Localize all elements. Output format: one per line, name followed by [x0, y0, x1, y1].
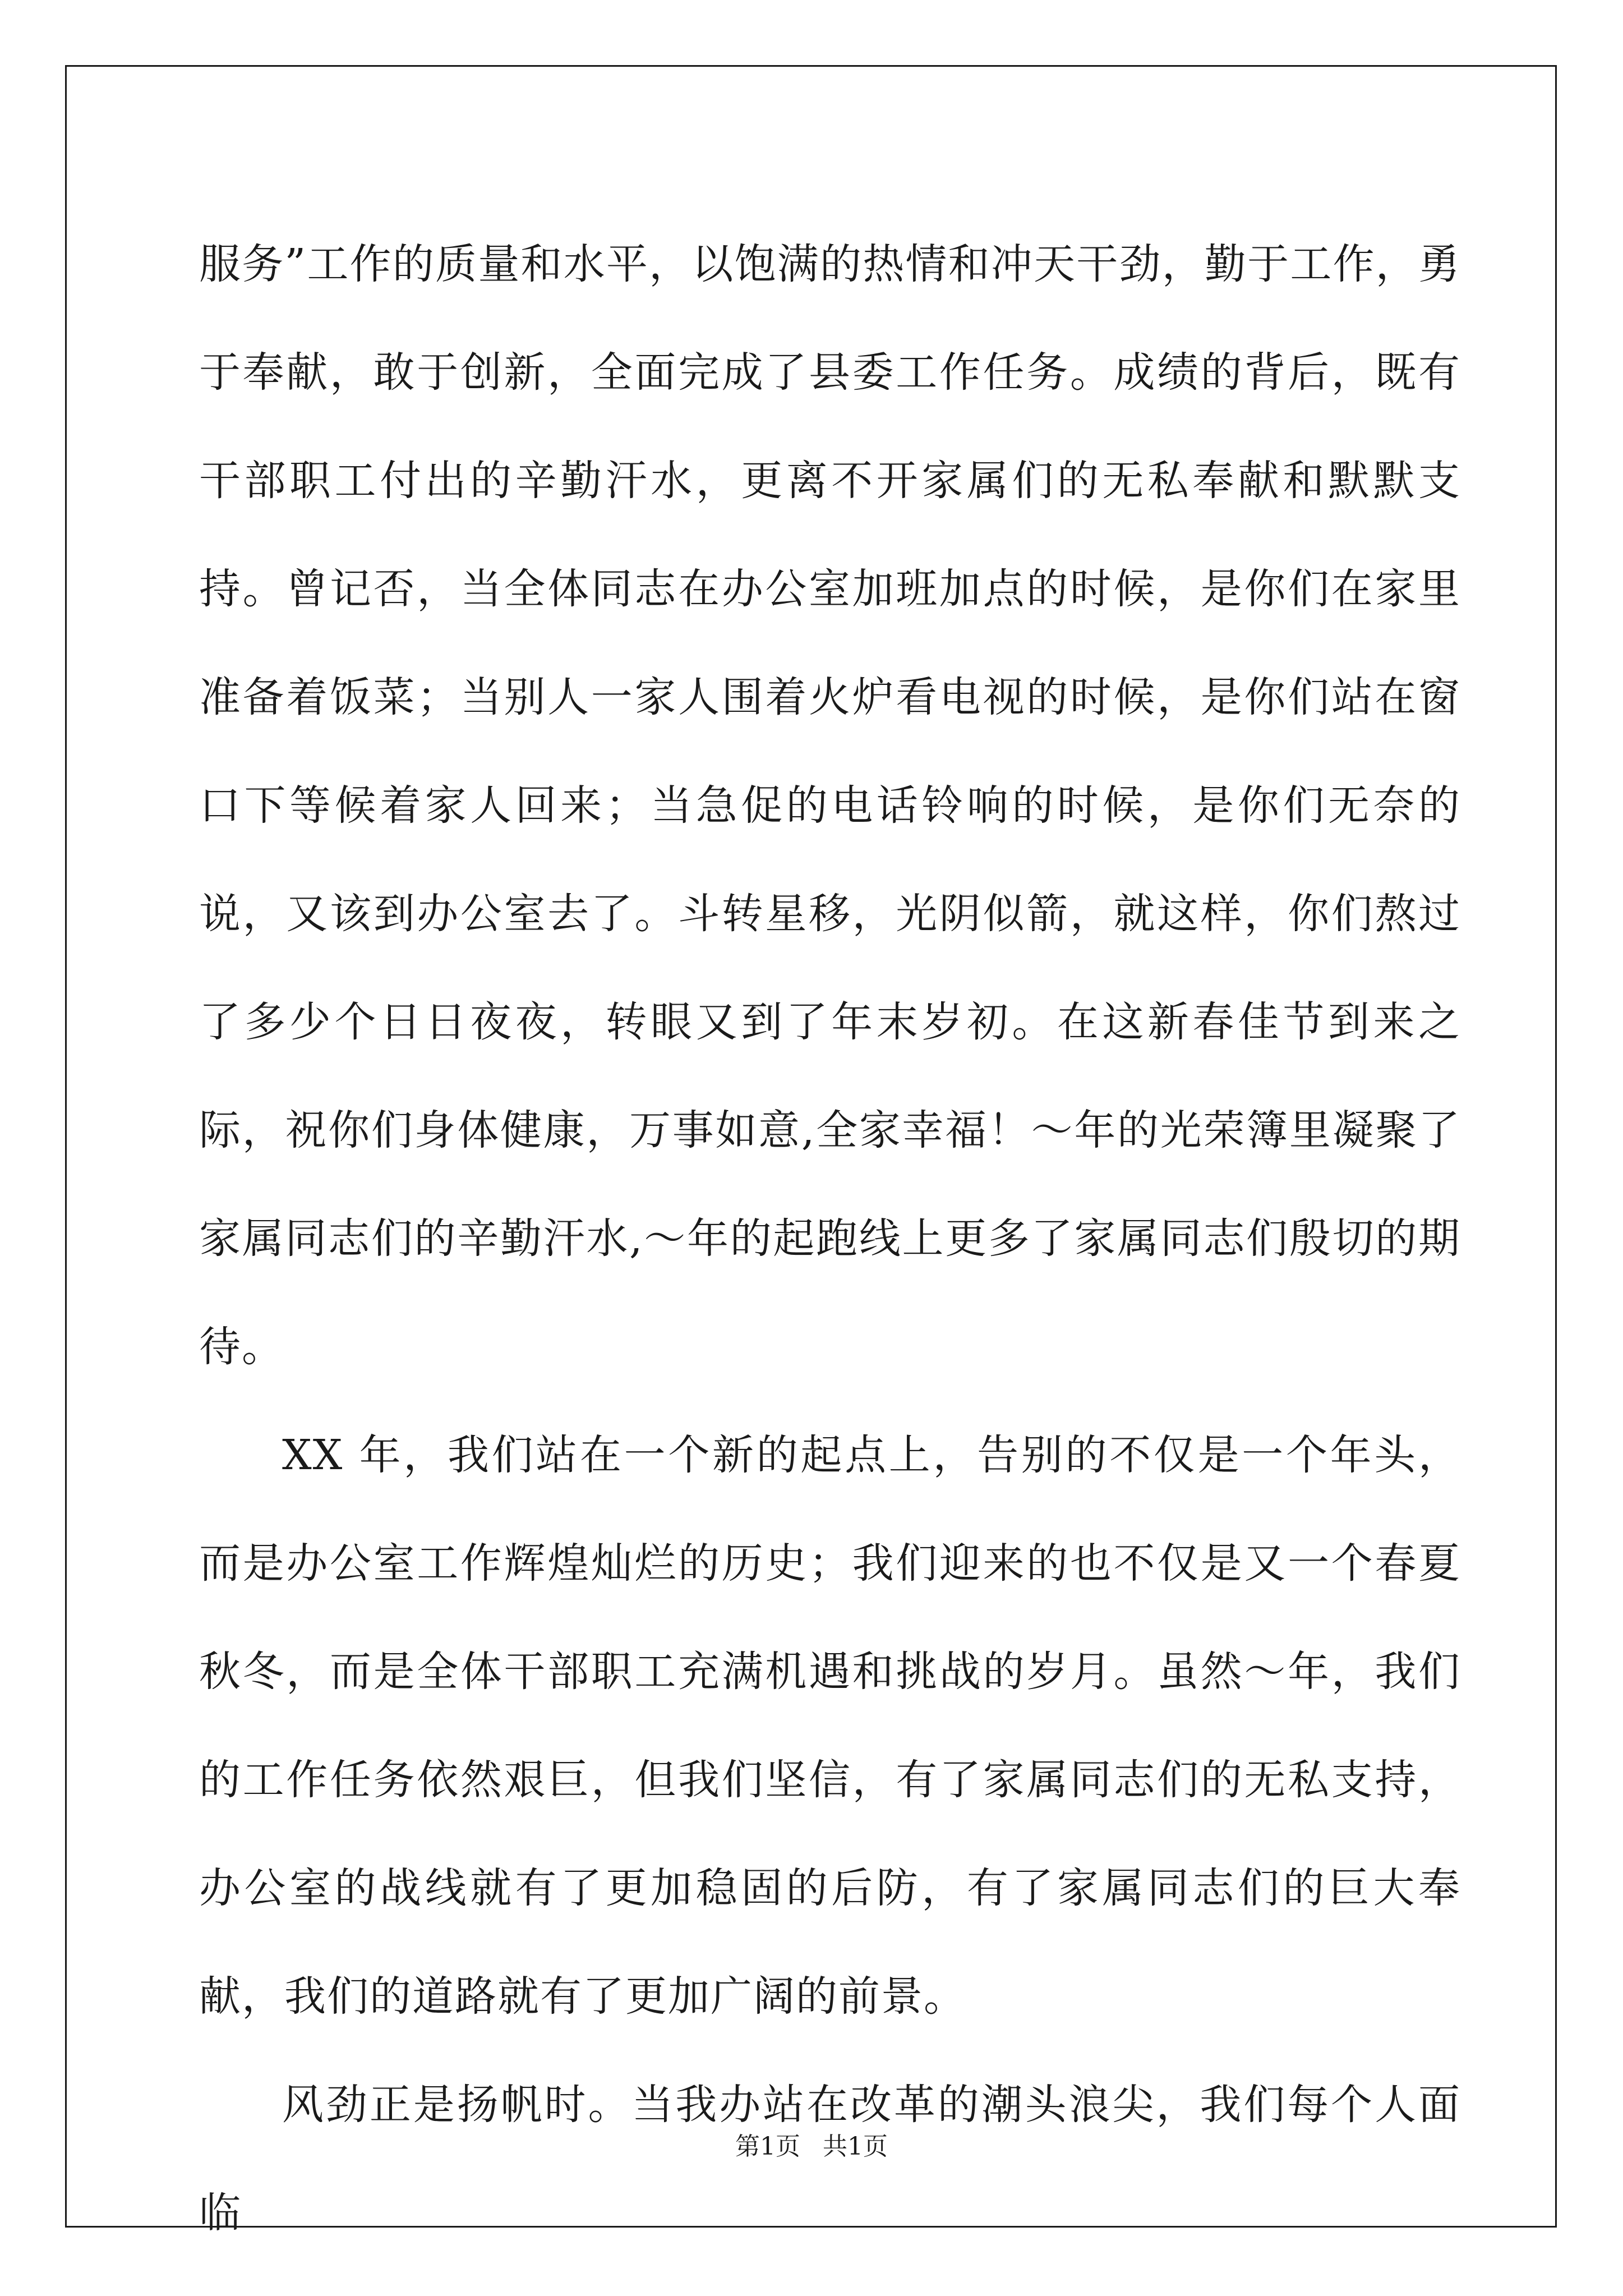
paragraph-3: 风劲正是扬帆时。当我办站在改革的潮头浪尖，我们每个人面临 — [199, 2081, 1461, 2237]
paragraph-2: XX 年，我们站在一个新的起点上，告别的不仅是一个年头，而是办公室工作辉煌灿烂的历史；我们迎来的也不仅是又一个春夏秋冬，而是全体干部职工充满机遇和挑战的岁月。虽然～年，我们的工作任务依然艰巨，但我们坚信，有了家属同志们的无私支持，办公室的战线就有了更加稳固的后防，有了家属同志们的巨大奉献，我们的道路就有了更加广阔的前景。 — [199, 1431, 1461, 2021]
page-footer — [0, 2126, 1623, 2162]
document-body — [199, 210, 1461, 2267]
page-number-total: 共1页 — [823, 2132, 888, 2161]
page-number-current: 第1页 — [735, 2132, 800, 2161]
paragraph-1: 服务”工作的质量和水平，以饱满的热情和冲天干劲，勤于工作，勇于奉献，敢于创新，全面完成了县委工作任务。成绩的背后，既有干部职工付出的辛勤汗水，更离不开家属们的无私奉献和默默支持。曾记否，当全体同志在办公室加班加点的时候，是你们在家里准备着饭菜；当别人一家人围着火炉看电视的时候，是你们站在窗口下等候着家人回来；当急促的电话铃响的时候，是你们无奈的说，又该到办公室去了。斗转星移，光阴似箭，就这样，你们熬过了多少个日日夜夜，转眼又到了年末岁初。在这新春佳节到来之际，祝你们身体健康，万事如意,全家幸福！～年的光荣簿里凝聚了家属同志们的辛勤汗水,～年的起跑线上更多了家属同志们殷切的期待。 — [199, 240, 1461, 1371]
